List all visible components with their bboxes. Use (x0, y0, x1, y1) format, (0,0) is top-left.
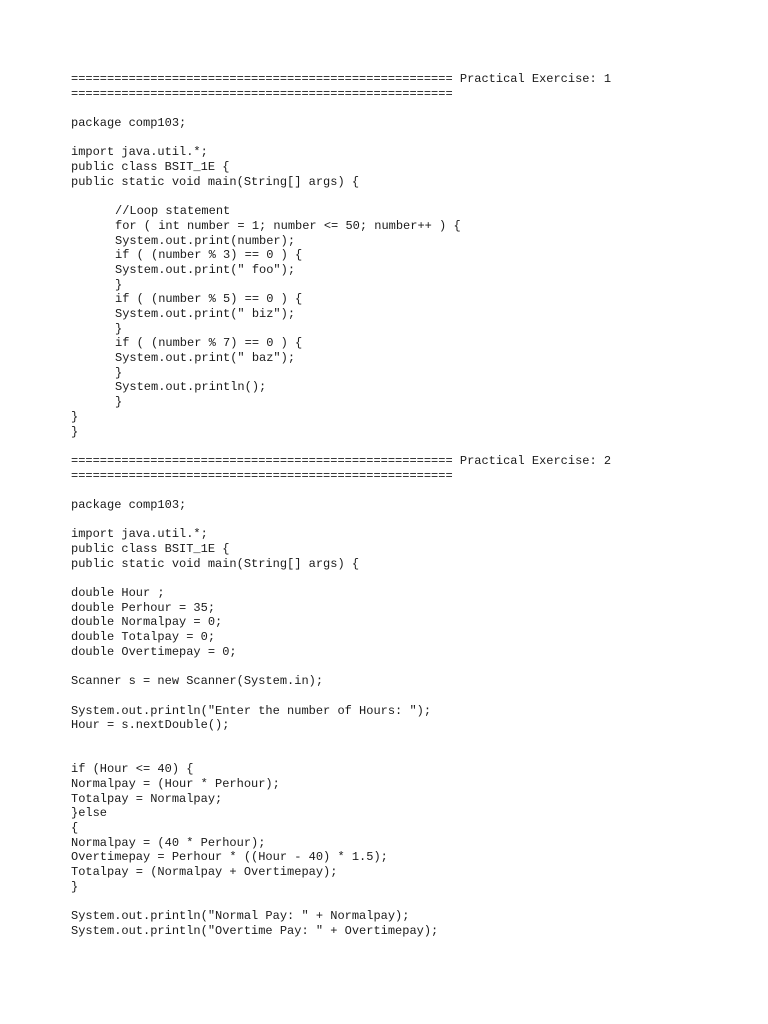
code-line (71, 748, 751, 763)
code-line: } (71, 424, 79, 439)
code-line: } (115, 277, 123, 292)
code-line: Totalpay = Normalpay; (71, 791, 223, 806)
code-line: double Normalpay = 0; (71, 615, 223, 630)
code-line: ===================================================== Practical Exercise: 2 (71, 453, 612, 468)
code-line: { (71, 821, 79, 836)
code-line: Scanner s = new Scanner(System.in); (71, 674, 324, 689)
code-line (71, 733, 751, 748)
code-line: ===================================================== Practical Exercise: 1 (71, 72, 612, 86)
code-line: System.out.println("Overtime Pay: " + Overtimepay); (71, 923, 439, 938)
code-line: } (115, 321, 123, 336)
code-line: Overtimepay = Perhour * ((Hour - 40) * 1.5); (71, 850, 388, 865)
code-line: } (115, 365, 123, 380)
code-line: } (115, 395, 123, 410)
code-line (71, 571, 751, 586)
code-line: if (Hour <= 40) { (71, 762, 194, 777)
code-line (71, 483, 751, 498)
code-line: double Perhour = 35; (71, 600, 216, 615)
code-listing (71, 72, 751, 939)
code-line: import java.util.*; (71, 527, 208, 542)
document-page (71, 72, 751, 939)
code-line (71, 895, 751, 910)
code-line: double Overtimepay = 0; (71, 644, 237, 659)
code-line: } (71, 409, 79, 424)
code-line (71, 131, 751, 146)
code-line: double Hour ; (71, 586, 165, 601)
code-line: Normalpay = (Hour * Perhour); (71, 777, 280, 791)
code-line: System.out.println(); (115, 380, 267, 395)
code-line: import java.util.*; (71, 145, 208, 160)
code-line: public static void main(String[] args) { (71, 174, 360, 189)
code-line (71, 513, 751, 528)
code-line: public static void main(String[] args) { (71, 556, 360, 571)
code-line: public class BSIT_1E { (71, 160, 230, 175)
code-line: System.out.print(" baz"); (115, 351, 296, 366)
code-line: double Totalpay = 0; (71, 630, 216, 645)
code-line (71, 190, 751, 205)
code-line (71, 439, 751, 454)
code-line: public class BSIT_1E { (71, 542, 230, 556)
code-line: System.out.print(number); (115, 233, 296, 248)
code-line: package comp103; (71, 497, 187, 512)
code-line: if ( (number % 7) == 0 ) { (115, 336, 303, 351)
code-line: System.out.print(" foo"); (115, 262, 296, 277)
code-line: if ( (number % 5) == 0 ) { (115, 292, 303, 307)
code-line (71, 101, 751, 116)
code-line: Hour = s.nextDouble(); (71, 718, 230, 733)
code-line: System.out.println("Enter the number of Hours: "); (71, 703, 432, 718)
code-line (71, 689, 751, 704)
code-line: } (71, 879, 79, 894)
code-line: System.out.print(" biz"); (115, 307, 296, 321)
code-line: }else (71, 806, 108, 821)
code-line (71, 660, 751, 675)
code-line: Normalpay = (40 * Perhour); (71, 835, 266, 850)
code-line: if ( (number % 3) == 0 ) { (115, 248, 303, 263)
code-line: for ( int number = 1; number <= 50; number++ ) { (115, 218, 461, 233)
code-line: ===================================================== (71, 86, 453, 101)
code-line: ===================================================== (71, 468, 453, 483)
code-line: package comp103; (71, 116, 187, 131)
code-line: System.out.println("Normal Pay: " + Normalpay); (71, 909, 410, 924)
code-line: //Loop statement (115, 204, 231, 219)
code-line: Totalpay = (Normalpay + Overtimepay); (71, 865, 338, 880)
